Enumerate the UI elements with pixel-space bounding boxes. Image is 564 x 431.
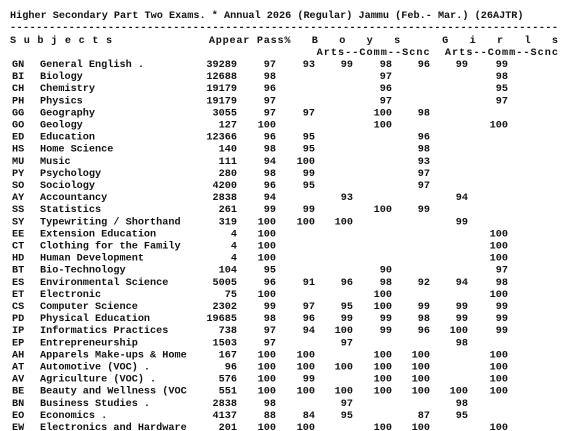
appear-count: 127: [218, 120, 237, 132]
appear-count: 280: [218, 168, 237, 180]
girls-scnc: 95: [495, 84, 508, 96]
boys-arts: 97: [302, 108, 315, 120]
pass-percent: 100: [257, 350, 276, 362]
boys-arts: 84: [302, 410, 315, 422]
boys-scnc: 99: [379, 314, 392, 326]
girls-comm: 99: [455, 60, 468, 71]
subject-name: Electronic: [40, 289, 102, 301]
subject-name: Environmental Science: [40, 277, 169, 289]
subject-name: Computer Science: [40, 302, 138, 313]
subject-name: Bio-Technology: [40, 265, 126, 277]
pass-percent: 100: [257, 423, 276, 431]
pass-percent: 98: [263, 144, 276, 156]
subject-name: Business Studies .: [40, 398, 151, 410]
boys-comm: 95: [340, 302, 353, 313]
appear-count: 4137: [212, 410, 237, 422]
subject-code: CT: [12, 241, 25, 253]
table-row: [12, 216, 468, 228]
boys-comm: 100: [334, 326, 353, 338]
subject-name: Biology: [40, 72, 83, 84]
appear-count: 140: [218, 144, 237, 156]
subject-name: Extension Education: [40, 229, 157, 241]
table-row: [12, 337, 468, 349]
table-row: [12, 144, 430, 156]
boys-arts: 100: [296, 423, 315, 431]
pass-percent: 100: [257, 386, 276, 398]
boys-arts: 100: [296, 350, 315, 362]
subject-name: Typewriting / Shorthand: [40, 217, 181, 229]
pass-percent: 100: [257, 253, 276, 265]
table-row: [12, 180, 430, 192]
boys-scnc: 96: [379, 84, 392, 96]
girls-arts: 99: [417, 205, 430, 217]
boys-comm: 99: [340, 60, 353, 71]
girls-arts: 98: [417, 108, 430, 120]
table-row: [12, 301, 508, 313]
report-title: Higher Secondary Part Two Exams. * Annual 2026 (Regular) Jammu (Feb.- Mar.) (26AJTR): [10, 11, 524, 22]
appear-count: 4: [230, 241, 237, 253]
boys-scnc: 90: [379, 265, 392, 277]
pass-percent: 98: [263, 72, 276, 84]
appear-count: 2838: [212, 193, 237, 205]
boys-arts: 99: [302, 374, 315, 386]
pass-percent: 95: [263, 265, 276, 277]
girls-scnc: 99: [495, 326, 508, 338]
subject-code: GN: [12, 60, 25, 71]
girls-scnc: 100: [489, 374, 508, 386]
boys-scnc: 98: [379, 277, 392, 289]
girls-scnc: 100: [489, 289, 508, 301]
boys-scnc: 100: [373, 289, 392, 301]
pass-percent: 94: [263, 156, 276, 168]
table-row: [12, 265, 508, 277]
subject-name: Beauty and Wellness (VOC: [40, 386, 187, 398]
boys-arts: 97: [302, 302, 315, 313]
girls-arts: 98: [417, 314, 430, 326]
table-row: [12, 398, 468, 410]
appear-count: 96: [224, 362, 237, 374]
appear-count: 4: [230, 229, 237, 241]
girls-arts: 87: [417, 410, 430, 422]
pass-percent: 94: [263, 193, 276, 205]
subject-code: PH: [12, 96, 25, 108]
boys-comm: 97: [340, 338, 353, 350]
boys-scnc: 97: [379, 72, 392, 84]
boys-comm: 100: [334, 217, 353, 229]
pass-percent: 99: [263, 302, 276, 313]
subject-code: SS: [12, 205, 25, 217]
pass-percent: 88: [263, 410, 276, 422]
boys-arts: 93: [302, 60, 315, 71]
subject-name: Geology: [40, 120, 83, 132]
table-row: [12, 120, 508, 132]
appear-count: 1503: [212, 338, 237, 350]
subject-code: AY: [12, 193, 25, 205]
appear-count: 19179: [206, 84, 237, 96]
pass-percent: 97: [263, 108, 276, 120]
girls-arts: 97: [417, 168, 430, 180]
boys-arts: 100: [296, 217, 315, 229]
table-row: [12, 253, 508, 265]
pass-percent: 100: [257, 120, 276, 132]
results-table-body: [12, 59, 508, 431]
table-row: [12, 410, 468, 422]
table-row: [12, 71, 508, 83]
pass-percent: 100: [257, 374, 276, 386]
appear-count: 19685: [206, 314, 237, 326]
subject-name: Psychology: [40, 168, 102, 180]
subject-code: BT: [12, 265, 25, 277]
subject-code: MU: [12, 156, 25, 168]
girls-scnc: 97: [495, 265, 508, 277]
appear-count: 75: [224, 289, 237, 301]
table-row: [12, 277, 508, 289]
appear-count: 576: [218, 374, 237, 386]
girls-arts: 93: [417, 156, 430, 168]
girls-scnc: 99: [495, 60, 508, 71]
girls-comm: 99: [455, 302, 468, 313]
girls-arts: 98: [417, 144, 430, 156]
table-row: [12, 204, 430, 216]
girls-scnc: 100: [489, 253, 508, 265]
subject-code: AH: [12, 350, 25, 362]
subject-code: BE: [12, 386, 25, 398]
table-row: [12, 241, 508, 253]
appear-count: 19179: [206, 96, 237, 108]
girls-arts: 100: [411, 423, 430, 431]
appear-count: 2302: [212, 302, 237, 313]
appear-count: 4: [230, 253, 237, 265]
subject-name: Chemistry: [40, 84, 96, 96]
appear-count: 104: [218, 265, 237, 277]
girls-comm: 94: [455, 277, 468, 289]
girls-arts: 96: [417, 60, 430, 71]
boys-arts: 100: [296, 156, 315, 168]
boys-arts: 100: [296, 362, 315, 374]
girls-scnc: 98: [495, 72, 508, 84]
subject-name: Accountancy: [40, 193, 108, 205]
subject-code: EW: [12, 423, 25, 431]
boys-arts: 99: [302, 168, 315, 180]
subject-name: Statistics: [40, 205, 102, 217]
subject-code: GO: [12, 120, 25, 132]
girls-scnc: 100: [489, 362, 508, 374]
table-row: [12, 422, 508, 431]
pass-percent: 100: [257, 289, 276, 301]
pass-percent: 100: [257, 229, 276, 241]
subject-name: Education: [40, 132, 96, 144]
boys-comm: 96: [340, 277, 353, 289]
boys-scnc: 100: [373, 108, 392, 120]
table-row: [12, 362, 508, 374]
girls-arts: 100: [411, 350, 430, 362]
table-row: [12, 59, 508, 71]
boys-arts: 99: [302, 205, 315, 217]
girls-comm: 100: [449, 386, 468, 398]
pass-percent: 100: [257, 241, 276, 253]
subject-code: HD: [12, 253, 25, 265]
girls-scnc: 98: [495, 277, 508, 289]
boys-scnc: 100: [373, 362, 392, 374]
subject-code: SO: [12, 181, 25, 192]
boys-comm: 95: [340, 410, 353, 422]
pass-percent: 98: [263, 398, 276, 410]
subject-code: GG: [12, 108, 25, 120]
table-row: [12, 193, 468, 204]
subject-code: EO: [12, 410, 25, 422]
boys-comm: 100: [334, 362, 353, 374]
girls-comm: 98: [455, 398, 468, 410]
girls-comm: 95: [455, 410, 468, 422]
subject-code: EP: [12, 338, 25, 350]
subject-code: IP: [12, 326, 25, 338]
girls-arts: 100: [411, 386, 430, 398]
table-row: [12, 349, 508, 361]
boys-comm: 97: [340, 398, 353, 410]
girls-scnc: 99: [495, 314, 508, 326]
subject-name: Geography: [40, 108, 96, 120]
table-row: [12, 107, 430, 119]
header-line-subjects: S u b j e c t s Appear Pass% B o y s G i r l s: [10, 36, 558, 47]
subject-name: Physical Education: [40, 314, 151, 326]
table-row: [12, 228, 508, 240]
boys-scnc: 100: [373, 120, 392, 132]
table-row: [12, 132, 430, 144]
header-line-streams: Arts--Comm--Scnc Arts--Comm--Scnc: [10, 48, 558, 59]
appear-count: 12688: [206, 72, 237, 84]
girls-comm: 99: [455, 217, 468, 229]
girls-scnc: 100: [489, 120, 508, 132]
appear-count: 12366: [206, 132, 237, 144]
table-row: [12, 325, 508, 337]
subject-code: EE: [12, 229, 25, 241]
girls-arts: 100: [411, 362, 430, 374]
pass-percent: 97: [263, 96, 276, 108]
subject-name: Economics .: [40, 410, 108, 422]
pass-percent: 100: [257, 362, 276, 374]
boys-scnc: 100: [373, 423, 392, 431]
girls-scnc: 97: [495, 96, 508, 108]
girls-arts: 96: [417, 132, 430, 144]
appear-count: 4200: [212, 181, 237, 192]
subject-name: Agriculture (VOC) .: [40, 374, 157, 386]
appear-count: 319: [218, 217, 237, 229]
girls-scnc: 100: [489, 241, 508, 253]
boys-scnc: 100: [373, 350, 392, 362]
boys-scnc: 100: [373, 205, 392, 217]
appear-count: 111: [218, 156, 237, 168]
girls-arts: 99: [417, 302, 430, 313]
boys-comm: 99: [340, 314, 353, 326]
subject-code: AV: [12, 374, 25, 386]
subject-code: PY: [12, 168, 25, 180]
subject-name: Electronics and Hardware: [40, 423, 187, 431]
appear-count: 2838: [212, 398, 237, 410]
girls-comm: 98: [455, 338, 468, 350]
table-row: [12, 289, 508, 301]
pass-percent: 96: [263, 132, 276, 144]
boys-scnc: 97: [379, 96, 392, 108]
boys-arts: 91: [302, 277, 315, 289]
pass-percent: 97: [263, 326, 276, 338]
appear-count: 3055: [212, 108, 237, 120]
appear-count: 5005: [212, 277, 237, 289]
header-rule: ------------------------------------------------------------------------------------: [10, 23, 558, 34]
table-row: [12, 168, 430, 180]
girls-scnc: 100: [489, 386, 508, 398]
subject-code: BI: [12, 72, 25, 84]
boys-arts: 95: [302, 144, 315, 156]
boys-scnc: 99: [379, 326, 392, 338]
girls-scnc: 99: [495, 302, 508, 313]
table-row: [12, 386, 508, 398]
appear-count: 261: [218, 205, 237, 217]
subject-code: ES: [12, 277, 25, 289]
pass-percent: 96: [263, 277, 276, 289]
girls-arts: 100: [411, 374, 430, 386]
subject-name: Home Science: [40, 144, 114, 156]
boys-arts: 95: [302, 132, 315, 144]
table-row: [12, 83, 508, 95]
subject-code: AT: [12, 362, 25, 374]
appear-count: 167: [218, 350, 237, 362]
table-row: [12, 156, 430, 168]
boys-scnc: 100: [373, 374, 392, 386]
subject-name: Automotive (VOC) .: [40, 362, 151, 374]
subject-code: ED: [12, 132, 25, 144]
boys-scnc: 100: [373, 302, 392, 313]
subject-name: Human Development: [40, 253, 144, 265]
appear-count: 551: [218, 386, 237, 398]
pass-percent: 96: [263, 181, 276, 192]
subject-code: ET: [12, 289, 25, 301]
girls-comm: 99: [455, 314, 468, 326]
boys-scnc: 100: [373, 386, 392, 398]
boys-arts: 94: [302, 326, 315, 338]
girls-arts: 92: [417, 277, 430, 289]
subject-code: CS: [12, 302, 25, 313]
girls-scnc: 100: [489, 229, 508, 241]
girls-scnc: 100: [489, 350, 508, 362]
subject-code: CH: [12, 84, 25, 96]
girls-comm: 94: [455, 193, 468, 205]
subject-code: SY: [12, 217, 25, 229]
subject-code: HS: [12, 144, 25, 156]
boys-arts: 95: [302, 181, 315, 192]
girls-comm: 100: [449, 326, 468, 338]
boys-arts: 100: [296, 386, 315, 398]
boys-scnc: 98: [379, 60, 392, 71]
subject-name: Music: [40, 156, 71, 168]
boys-comm: 100: [334, 386, 353, 398]
subject-name: Physics: [40, 96, 83, 108]
pass-percent: 97: [263, 60, 276, 71]
pass-percent: 98: [263, 314, 276, 326]
boys-comm: 93: [340, 193, 353, 205]
girls-arts: 96: [417, 326, 430, 338]
subject-name: General English .: [40, 60, 144, 71]
appear-count: 39289: [206, 60, 237, 71]
appear-count: 738: [218, 326, 237, 338]
subject-name: Sociology: [40, 181, 96, 192]
pass-percent: 97: [263, 338, 276, 350]
pass-percent: 98: [263, 168, 276, 180]
girls-scnc: 100: [489, 423, 508, 431]
pass-percent: 100: [257, 217, 276, 229]
table-row: [12, 313, 508, 325]
girls-arts: 97: [417, 181, 430, 192]
subject-code: PD: [12, 314, 25, 326]
boys-arts: 96: [302, 314, 315, 326]
pass-percent: 96: [263, 84, 276, 96]
appear-count: 201: [218, 423, 237, 431]
table-row: [12, 95, 508, 107]
subject-name: Apparels Make-ups & Home: [40, 350, 187, 362]
table-row: [12, 374, 508, 386]
subject-code: BN: [12, 398, 25, 410]
pass-percent: 99: [263, 205, 276, 217]
subject-name: Entrepreneurship: [40, 338, 138, 350]
subject-name: Clothing for the Family: [40, 241, 181, 253]
subject-name: Informatics Practices: [40, 326, 169, 338]
